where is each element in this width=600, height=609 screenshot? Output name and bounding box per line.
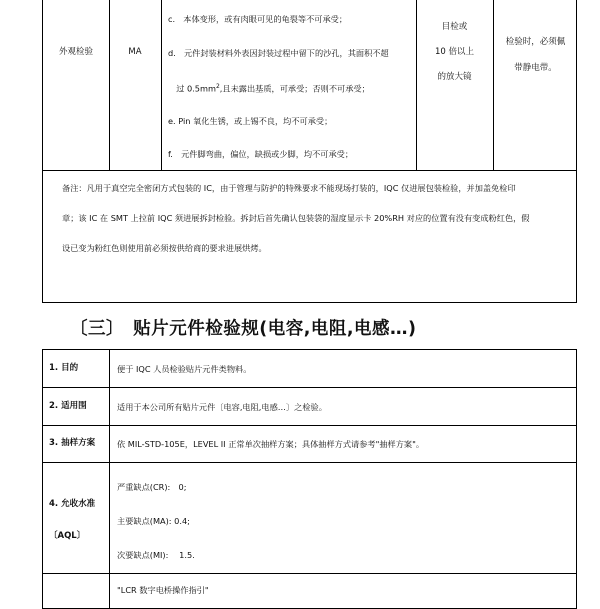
- row-divider: [43, 425, 576, 426]
- col-divider: [109, 350, 110, 608]
- col-divider: [493, 0, 494, 170]
- section-title: 〔三〕 贴片元件检验规(电容,电阻,电感…): [70, 319, 417, 339]
- aql-major: 主要缺点(MA): 0.4;: [117, 516, 190, 526]
- method-line: 目检或: [441, 22, 468, 32]
- row-divider: [43, 462, 576, 463]
- col-divider: [109, 0, 110, 170]
- method-line: 10 倍以上: [434, 47, 475, 57]
- aql-label: 4. 允收水准: [49, 499, 96, 509]
- purpose-label: 1. 目的: [49, 363, 79, 373]
- item-label: 外观检验: [58, 47, 93, 57]
- criterion-c: c. 本体变形，或有肉眼可见的龟裂等不可承受；: [168, 14, 348, 24]
- method-line: 的放大镜: [437, 72, 472, 82]
- row-divider: [43, 170, 576, 171]
- note-line: 设已变为粉红色则使用前必须按供给商的要求进展烘烤。: [62, 243, 267, 253]
- note-block: [62, 173, 567, 263]
- remark: [493, 29, 578, 81]
- remark-line: 带静电带。: [514, 63, 557, 73]
- scope-label: 2. 适用围: [49, 401, 87, 411]
- criterion-f: f. 元件脚弯曲，偏位，缺损或少脚，均不可承受；: [168, 149, 354, 159]
- scope-value: 适用于本公司所有贴片元件〔电容,电阻,电感…〕之检验。: [117, 402, 327, 412]
- defect-class: MA: [128, 47, 142, 57]
- tool-guide: "LCR 数字电桥操作指引": [117, 585, 209, 595]
- note-line: 备注：凡用于真空完全密闭方式包装的 IC，由于管理与防护的特殊要求不能现场打装的，IQC 仅进展包装检验，并加盖免检印: [62, 183, 516, 193]
- sampling-label: 3. 抽样方案: [49, 438, 96, 448]
- criterion-d-cont: 过 $0.5mm^2$,且未露出基质，可承受；否则不可承受；: [168, 83, 370, 94]
- row-divider: [43, 387, 576, 388]
- spec-table: [42, 349, 577, 609]
- aql-critical: 严重缺点(CR): 0;: [117, 482, 187, 492]
- purpose-value: 便于 IQC 人员检验贴片元件类物料。: [117, 364, 252, 374]
- criterion-d: d. 元件封装材料外表因封装过程中留下的沙孔，其面积不超: [168, 48, 389, 58]
- sampling-value: 依 MIL-STD-105E，LEVEL II 正常单次抽样方案；具体抽样方式请参考"抽样方案"。: [117, 439, 425, 449]
- row-divider: [43, 573, 576, 574]
- note-line: 章；该 IC 在 SMT 上拉前 IQC 须进展拆封检验。拆封后首先确认包装袋的湿度显示卡 20%RH 对应的位置有没有变成粉红色，假: [62, 213, 530, 223]
- aql-label-sub: 〔AQL〕: [49, 531, 86, 541]
- criterion-e: e. Pin 氧化生锈，或上锡不良，均不可承受；: [168, 116, 333, 126]
- remark-line: 检验时，必须佩: [505, 37, 566, 47]
- inspection-method: [416, 15, 493, 90]
- aql-minor: 次要缺点(MI): 1.5.: [117, 550, 195, 560]
- col-divider: [161, 0, 162, 170]
